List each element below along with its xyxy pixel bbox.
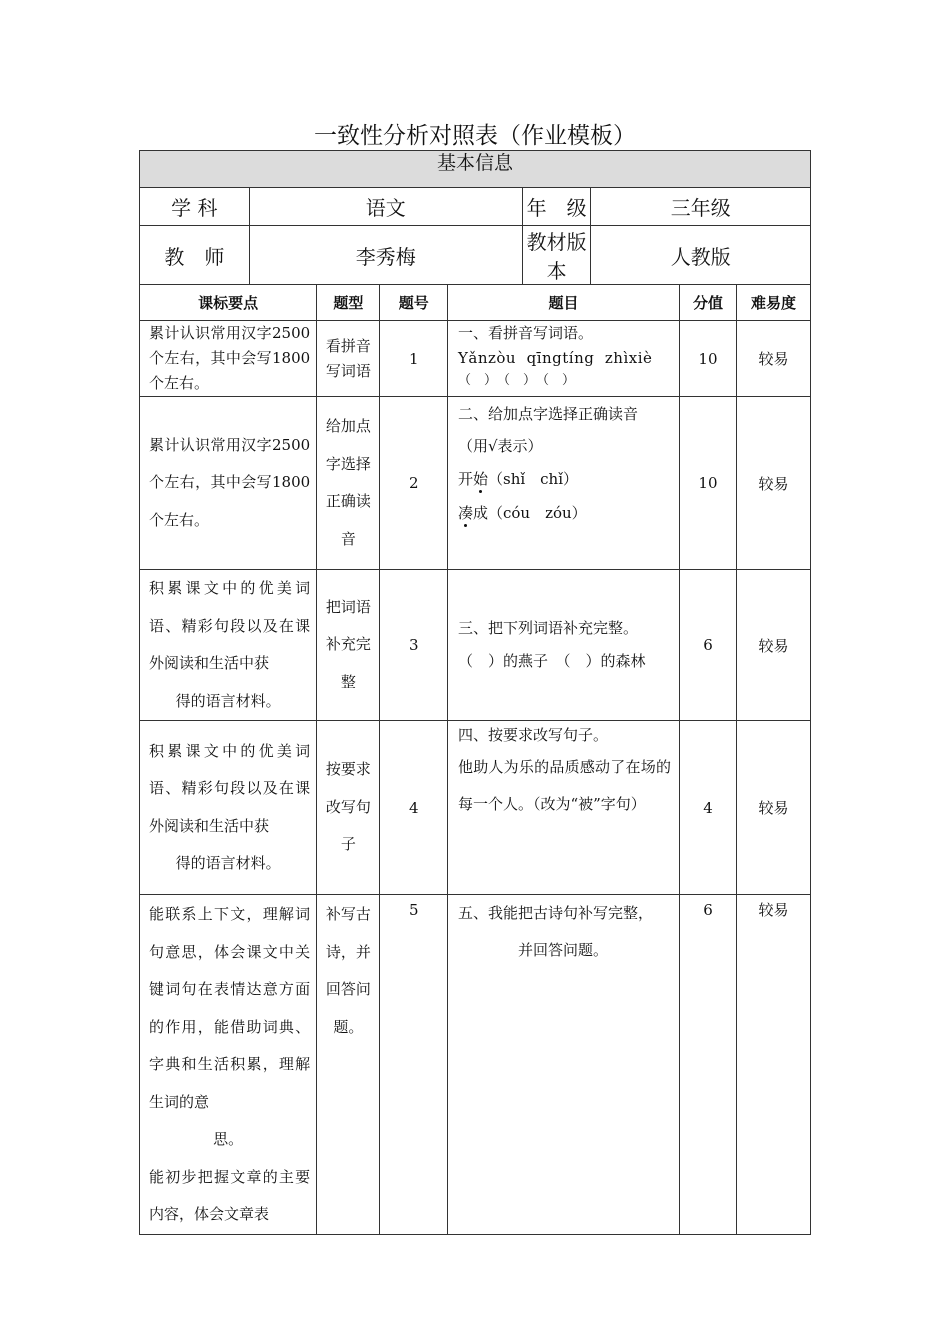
score-cell: 6 [680, 895, 737, 1235]
standard-text: 积累课文中的优美词语、精彩句段以及在课外阅读和生活中获 [149, 741, 311, 835]
score-cell: 10 [680, 321, 737, 397]
basic-info-banner: 基本信息 [140, 151, 811, 188]
score-cell: 4 [680, 721, 737, 895]
table-row [140, 895, 811, 1235]
dotted-char: 始 [472, 470, 488, 488]
question-blanks: （ ）的燕子 （ ）的森林 [457, 652, 646, 670]
difficulty-cell: 较易 [736, 397, 810, 570]
header-number: 题号 [380, 285, 448, 321]
grade-label: 年 级 [522, 188, 591, 226]
question-cell [447, 321, 679, 397]
question-text: 五、我能把古诗句补写完整， [457, 904, 653, 922]
header-difficulty: 难易度 [736, 285, 810, 321]
question-text: 并回答问题。 [517, 941, 608, 959]
item-pinyin-options: （shǐ chǐ） [488, 470, 579, 488]
standard-text: 思。 [213, 1130, 244, 1148]
type-cell: 把词语补充完整 [317, 570, 380, 721]
column-header-row [140, 285, 811, 321]
subject-value: 语文 [249, 188, 522, 226]
question-text: 三、把下列词语补充完整。 [457, 619, 638, 637]
question-blanks: （ ） （ ） （ ） [457, 373, 575, 388]
page-title: 一致性分析对照表（作业模板） [314, 123, 636, 149]
question-text: 二、给加点字选择正确读音 [457, 405, 638, 423]
edition-label: 教材版本 [522, 226, 591, 285]
standard-cell: 累计认识常用汉字2500个左右，其中会写1800个左右。 [140, 397, 317, 570]
question-text: 一、看拼音写词语。 [457, 324, 593, 342]
number-cell: 3 [380, 570, 448, 721]
standard-text: 得的语言材料。 [175, 691, 281, 710]
type-cell: 补写古诗，并回答问题。 [317, 895, 380, 1235]
number-cell: 1 [380, 321, 448, 397]
type-cell: 按要求改写句子 [317, 721, 380, 895]
header-standard: 课标要点 [140, 285, 317, 321]
question-sentence: 他助人为乐的品质感动了在场的每一个人。（改为“被”字句） [457, 758, 671, 813]
teacher-label: 教 师 [140, 226, 250, 285]
number-cell: 5 [380, 895, 448, 1235]
question-cell [447, 895, 679, 1235]
standard-text: 能联系上下文，理解词句意思，体会课文中关键词句在表情达意方面的作用，能借助词典、字典和生活积累，理解生词的意 [149, 905, 311, 1111]
teacher-value: 李秀梅 [249, 226, 522, 285]
grade-value: 三年级 [591, 188, 811, 226]
table-row [140, 397, 811, 570]
standard-text: 得的语言材料。 [175, 854, 281, 872]
question-pinyin: Yǎnzòu qīngtíng zhìxiè [457, 349, 653, 367]
edition-value: 人教版 [591, 226, 811, 285]
consistency-table [139, 150, 811, 1235]
item-pinyin-options: （cóu zóu） [488, 504, 587, 522]
number-cell: 4 [380, 721, 448, 895]
score-cell: 6 [680, 570, 737, 721]
table-row [140, 321, 811, 397]
standard-cell [140, 570, 317, 721]
score-cell: 10 [680, 397, 737, 570]
difficulty-cell: 较易 [736, 721, 810, 895]
type-cell: 看拼音写词语 [317, 321, 380, 397]
subject-label: 学 科 [140, 188, 250, 226]
standard-cell: 累计认识常用汉字2500个左右，其中会写1800个左右。 [140, 321, 317, 397]
header-score: 分值 [680, 285, 737, 321]
question-text: 四、按要求改写句子。 [457, 726, 608, 744]
number-cell: 2 [380, 397, 448, 570]
type-cell: 给加点字选择正确读音 [317, 397, 380, 570]
item-char: 开 [457, 470, 473, 488]
header-type: 题型 [317, 285, 380, 321]
table-row [140, 570, 811, 721]
question-item [458, 495, 671, 531]
difficulty-cell: 较易 [736, 570, 810, 721]
info-row-teacher [140, 226, 811, 285]
table-row [140, 721, 811, 895]
standard-cell [140, 721, 317, 895]
question-item [458, 463, 671, 495]
question-hint: （用√表示） [457, 437, 543, 455]
difficulty-cell: 较易 [736, 895, 810, 1235]
standard-cell [140, 895, 317, 1235]
question-cell [447, 721, 679, 895]
info-row-subject [140, 188, 811, 226]
item-char: 成 [472, 504, 488, 522]
question-cell [447, 397, 679, 570]
standard-text: 能初步把握文章的主要内容，体会文章表 [149, 1167, 311, 1223]
difficulty-cell: 较易 [736, 321, 810, 397]
standard-text: 积累课文中的优美词语、精彩句段以及在课外阅读和生活中获 [149, 579, 311, 672]
question-cell [447, 570, 679, 721]
dotted-char: 凑 [457, 504, 473, 522]
header-question: 题目 [447, 285, 679, 321]
